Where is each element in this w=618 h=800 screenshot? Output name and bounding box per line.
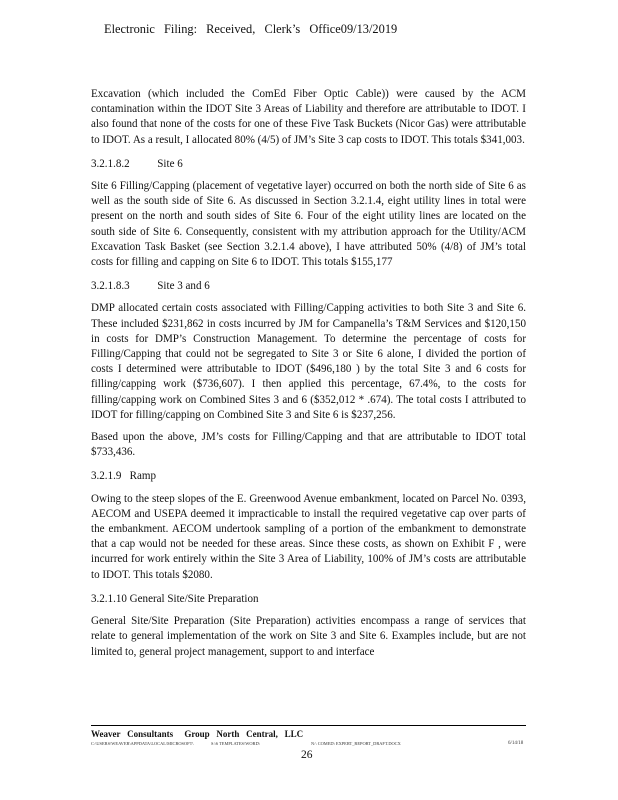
section-heading: 3.2.1.10 General Site/Site Preparation xyxy=(91,592,259,605)
section-heading: 3.2.1.8.3 Site 3 and 6 xyxy=(91,280,210,293)
section-heading: 3.2.1.8.2 Site 6 xyxy=(91,157,183,170)
document-body xyxy=(91,87,526,667)
body-paragraph: Excavation (which included the ComEd Fiber Optic Cable)) were caused by the ACM contamination within the IDOT Site 3 Areas of Liability and therefore are attributable to IDOT. I also found that none of the costs for one of these Five Task Buckets (Nicor Gas) were attributable to IDOT. As a result, I allocated 80% (4/5) of JM’s Site 3 cap costs to IDOT. This totals $341,003. xyxy=(91,88,526,146)
section-heading: 3.2.1.9 Ramp xyxy=(91,470,157,483)
body-paragraph: Based upon the above, JM’s costs for Filling/Capping and that are attributable to IDOT total $733,436. xyxy=(91,431,526,459)
body-paragraph: General Site/Site Preparation (Site Preparation) activities encompass a range of services that relate to general implementation of the work on Site 3 and Site 6. Examples include, but are not limited to, general project management, support to and interface xyxy=(91,615,526,658)
footer-path-mid: S:\6 TEMPLATES\WORD\ xyxy=(211,741,260,746)
footer-date: 6/14/18 xyxy=(508,741,524,746)
page-footer xyxy=(91,725,526,746)
footer-path-left: C:\USERS\WEAVER\APPDATA\LOCAL\MICROSOFT\ xyxy=(91,741,194,746)
footer-company: Weaver Consultants Group North Central, LLC xyxy=(91,729,304,739)
body-paragraph: DMP allocated certain costs associated with Filling/Capping activities to both Site 3 and Site 6. These included $231,862 in costs incurred by JM for Campanella’s T&M Services and $120,150 in costs for DMP’s Construction Management. To determine the percentage of costs for Filling/Capping that could not be segregated to Site 3 or Site 6 alone, I divided the portion of costs I determined were attributable to IDOT ($496,180 ) by the total Site 3 and 6 costs for filling/capping work ($736,607). I then applied this percentage, 67.4%, to the costs for filling/capping work on Combined Sites 3 and 6 ($352,012 * .674). The total costs I attributed to IDOT for filling/capping on Combined Site 3 and Site 6 is $237,256. xyxy=(91,302,526,421)
body-paragraph: Owing to the steep slopes of the E. Greenwood Avenue embankment, located on Parcel No. 0393, AECOM and USEPA deemed it impracticable to install the required vegetative cap over parts of the embankment. AECOM undertook sampling of a portion of the embankment to demonstrate that a cap would not be needed for these areas. Since these costs, as shown on Exhibit F , were incurred for work entirely within the Site 3 Area of Liability, 100% of JM’s costs are attributable to IDOT. This totals $2080. xyxy=(91,492,526,581)
footer-path-right: N:\ COMED\ EXPERT_REPORT_DRAFT.DOCX xyxy=(311,741,401,746)
filing-stamp-header: Electronic Filing: Received, Clerk’s Office09/13/2019 xyxy=(104,22,398,36)
body-paragraph: Site 6 Filling/Capping (placement of vegetative layer) occurred on both the north side of Site 6 as well as the south side of Site 6. As discussed in Section 3.2.1.4, eight utility lines in total were present on the north and south sides of Site 6. Four of the eight utility lines are located on the south side of Site 6. Consequently, consistent with my attribution approach for the Utility/ACM Excavation Task Basket (see Section 3.2.1.4 above), I have attributed 50% (4/8) of JM’s total costs for filling and capping on Site 6 to IDOT. This totals $155,177 xyxy=(91,180,526,269)
page-number: 26 xyxy=(301,749,313,761)
